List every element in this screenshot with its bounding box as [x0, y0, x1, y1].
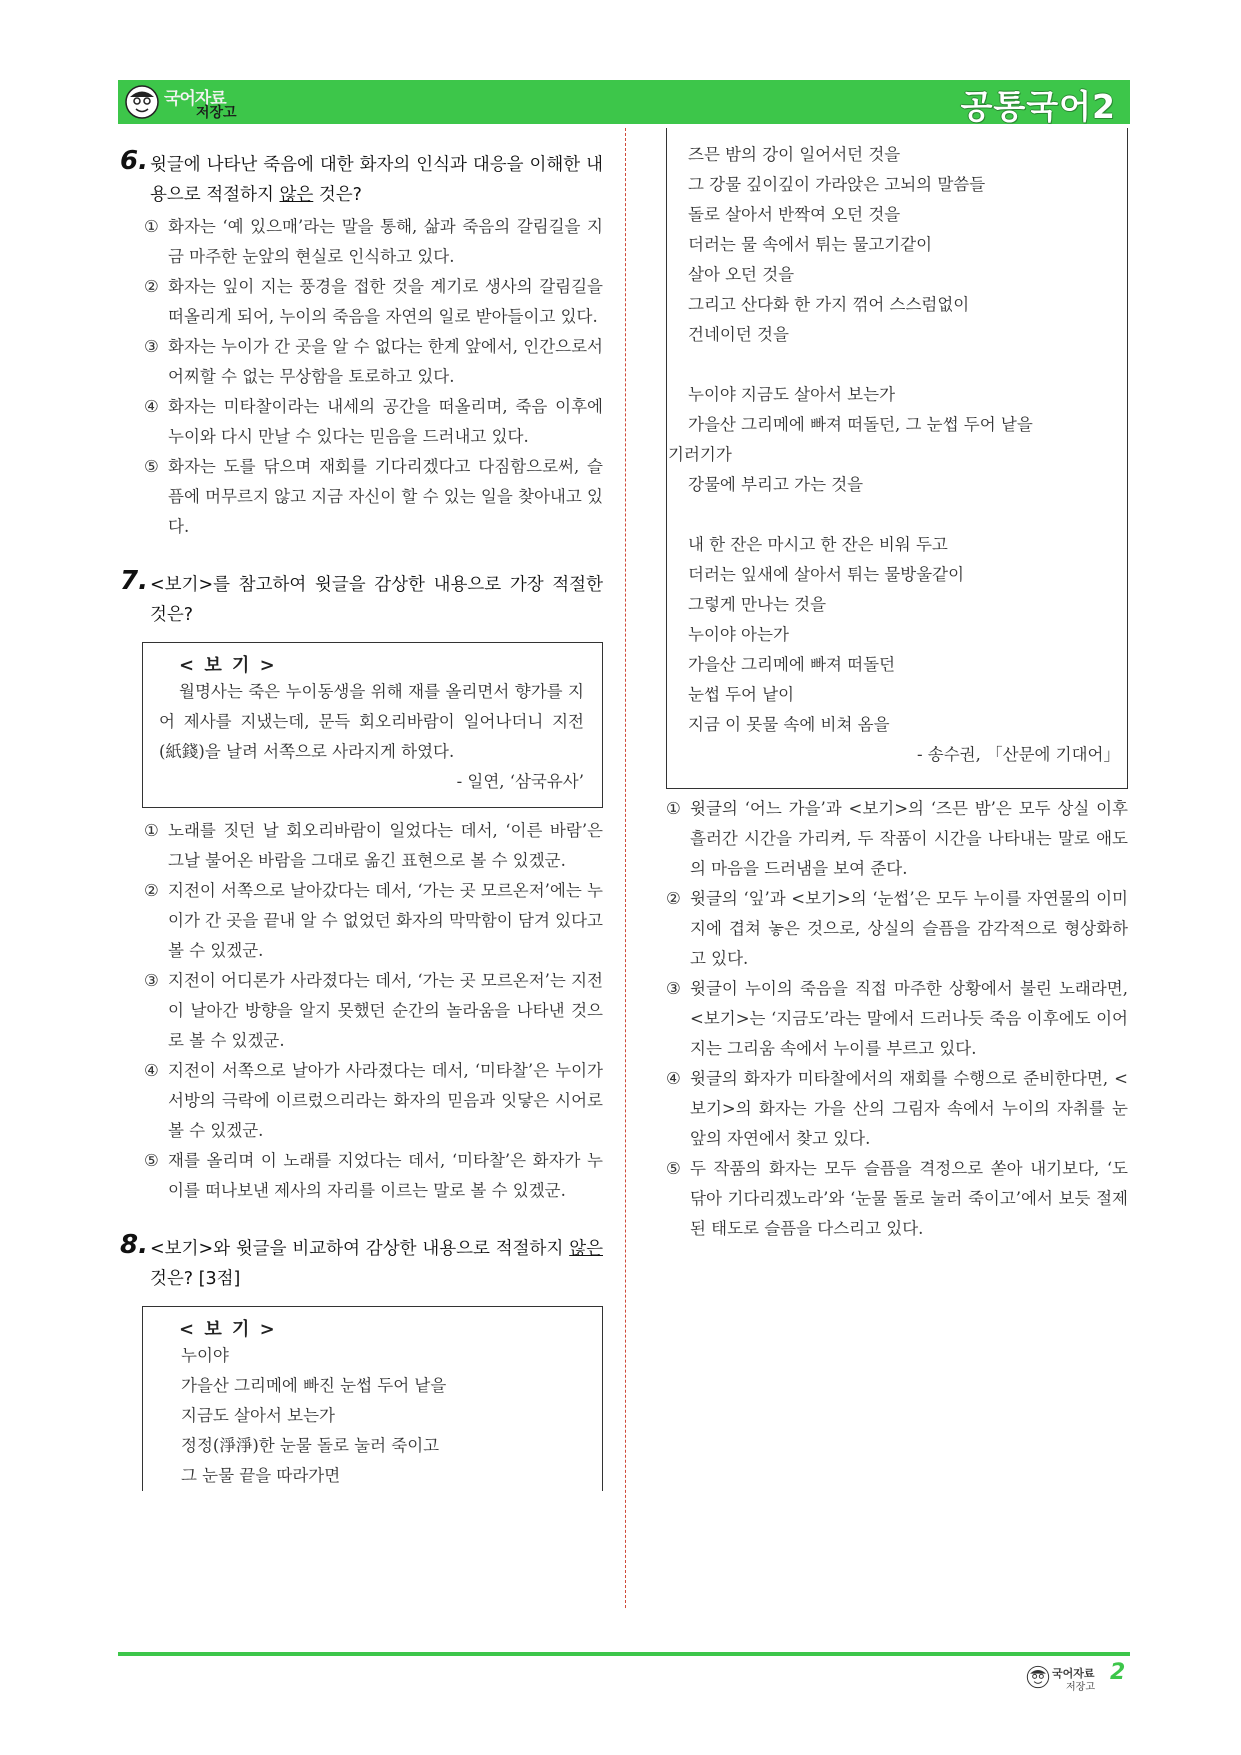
poem-line: 그리고 산다화 한 가지 꺾어 스스럼없이	[688, 295, 970, 314]
mascot-icon	[1026, 1665, 1050, 1689]
option-text: 화자는 누이가 간 곳을 알 수 없다는 한계 앞에서, 인간으로서 어찌할 수 없는 무상함을 토로하고 있다.	[168, 337, 603, 386]
question-6-options	[120, 212, 603, 542]
poem-line: 돌로 살아서 반짝여 오던 것을	[688, 205, 901, 224]
option-number: ⑤	[666, 1159, 681, 1178]
option-3[interactable]	[120, 332, 603, 392]
column-divider	[625, 128, 626, 1608]
question-number: 6.	[120, 146, 148, 176]
question-7-stem	[120, 566, 603, 630]
question-number: 7.	[120, 566, 148, 596]
option-text: 윗글의 ‘어느 가을’과 <보기>의 ‘즈믄 밤’은 모두 상실 이후 흘러간 시간을 가리켜, 두 작품이 시간을 나타내는 말로 애도의 마음을 드러냄을 보여 준다.	[690, 799, 1128, 878]
option-2[interactable]	[120, 272, 603, 332]
option-number: ③	[666, 979, 681, 998]
example-box-source: - 일연, ‘삼국유사’	[456, 772, 584, 791]
footer-logo-subtitle: 저장고	[1066, 1682, 1095, 1693]
subject-title: 공통국어2	[960, 87, 1116, 126]
option-2[interactable]	[666, 884, 1128, 974]
option-number: ①	[144, 821, 159, 840]
stem-underline: 않은	[279, 185, 314, 205]
option-5[interactable]	[120, 1146, 603, 1206]
option-3[interactable]	[666, 974, 1128, 1064]
poem-part-left	[181, 1341, 586, 1491]
poem-line: 그 강물 깊이깊이 가라앉은 고뇌의 말씀들	[688, 175, 986, 194]
page-number: 2	[1110, 1660, 1126, 1685]
footer-logo-title: 국어자료	[1052, 1667, 1095, 1680]
poem-line: 기러기가	[668, 445, 732, 464]
poem-line: 가을산 그리메에 빠져 떠돌던, 그 눈썹 두어 낱을	[688, 415, 1033, 434]
option-text: 윗글이 누이의 죽음을 직접 마주한 상황에서 불린 노래라면, <보기>는 ‘지금도’라는 말에서 드러나듯 죽음 이후에도 이어지는 그리움 속에서 누이를 부르고 있다.	[690, 979, 1128, 1058]
option-text: 윗글의 ‘잎’과 <보기>의 ‘눈썹’은 모두 누이를 자연물의 이미지에 겹쳐 놓은 것으로, 상실의 슬픔을 감각적으로 형상화하고 있다.	[690, 889, 1128, 968]
stem-text: 윗글에 나타난 죽음에 대한 화자의 인식과 대응을 이해한 내용으로 적절하지	[150, 155, 603, 205]
option-number: ②	[144, 277, 159, 296]
option-text: 노래를 짓던 날 회오리바람이 일었다는 데서, ‘이른 바람’은 그날 불어온 바람을 그대로 옮긴 표현으로 볼 수 있겠군.	[168, 821, 603, 870]
logo-subtitle: 저장고	[196, 105, 237, 121]
mascot-icon	[124, 84, 160, 120]
poem-line: 더러는 잎새에 살아서 튀는 물방울같이	[688, 565, 965, 584]
option-1[interactable]	[666, 794, 1128, 884]
footer-logo	[1026, 1665, 1108, 1691]
example-box-title: < 보 기 >	[179, 1319, 277, 1340]
poem-source: - 송수권, 「산문에 기대어」	[916, 745, 1120, 764]
option-text: 화자는 ‘예 있으매’라는 말을 통해, 삶과 죽음의 갈림길을 지금 마주한 눈앞의 현실로 인식하고 있다.	[168, 217, 603, 266]
poem-line: 누이야	[181, 1346, 229, 1365]
poem-line: 그렇게 만나는 것을	[688, 595, 827, 614]
option-text: 재를 올리며 이 노래를 지었다는 데서, ‘미타찰’은 화자가 누이를 떠나보낸 제사의 자리를 이르는 말로 볼 수 있겠군.	[168, 1151, 603, 1200]
option-text: 화자는 잎이 지는 풍경을 접한 것을 계기로 생사의 갈림길을 떠올리게 되어, 누이의 죽음을 자연의 일로 받아들이고 있다.	[168, 277, 603, 326]
example-box-8	[142, 1306, 603, 1491]
example-box-text: 월명사는 죽은 누이동생을 위해 재를 올리면서 향가를 지어 제사를 지냈는데, 문득 회오리바람이 일어나더니 지전(紙錢)을 날려 서쪽으로 사라지게 하였다.	[159, 682, 584, 761]
poem-line: 그 눈물 끝을 따라가면	[181, 1466, 341, 1485]
option-number: ③	[144, 337, 159, 356]
option-number: ①	[144, 217, 159, 236]
option-5[interactable]	[666, 1154, 1128, 1244]
option-text: 윗글의 화자가 미타찰에서의 재회를 수행으로 준비한다면, <보기>의 화자는 가을 산의 그림자 속에서 누이의 자취를 눈앞의 자연에서 찾고 있다.	[690, 1069, 1128, 1148]
poem-line: 더러는 물 속에서 튀는 물고기같이	[688, 235, 933, 254]
question-8-options	[666, 794, 1128, 1244]
option-number: ④	[666, 1069, 681, 1088]
poem-part-right	[668, 140, 1128, 770]
right-column	[666, 140, 1128, 1238]
option-1[interactable]	[120, 212, 603, 272]
header-bar	[118, 80, 1130, 124]
poem-line: 누이야 아는가	[688, 625, 789, 644]
stem-text-end: 것은?	[313, 185, 362, 205]
left-column	[120, 146, 603, 1491]
header-logo	[124, 84, 274, 120]
option-number: ⑤	[144, 1151, 159, 1170]
option-number: ⑤	[144, 457, 159, 476]
option-5[interactable]	[120, 452, 603, 542]
option-4[interactable]	[666, 1064, 1128, 1154]
option-text: 지전이 어디론가 사라졌다는 데서, ‘가는 곳 모르온저’는 지전이 날아간 방향을 알지 못했던 순간의 놀라움을 나타낸 것으로 볼 수 있겠군.	[168, 971, 603, 1050]
option-number: ②	[666, 889, 681, 908]
stem-underline: 않은	[569, 1239, 603, 1259]
option-number: ④	[144, 1061, 159, 1080]
option-4[interactable]	[120, 1056, 603, 1146]
poem-line: 누이야 지금도 살아서 보는가	[688, 385, 896, 404]
poem-line: 지금도 살아서 보는가	[181, 1406, 335, 1425]
stem-text: <보기>와 윗글을 비교하여 감상한 내용으로 적절하지	[150, 1239, 570, 1259]
poem-line: 내 한 잔은 마시고 한 잔은 비워 두고	[688, 535, 948, 554]
option-text: 화자는 미타찰이라는 내세의 공간을 떠올리며, 죽음 이후에 누이와 다시 만날 수 있다는 믿음을 드러내고 있다.	[168, 397, 603, 446]
example-box-7	[142, 642, 603, 808]
option-number: ②	[144, 881, 159, 900]
option-number: ③	[144, 971, 159, 990]
option-3[interactable]	[120, 966, 603, 1056]
option-text: 두 작품의 화자는 모두 슬픔을 격정으로 쏟아 내기보다, ‘도 닦아 기다리겠노라’와 ‘눈물 돌로 눌러 죽이고’에서 보듯 절제된 태도로 슬픔을 다스리고 있다.	[690, 1159, 1128, 1238]
example-box-title: < 보 기 >	[179, 655, 277, 676]
option-number: ④	[144, 397, 159, 416]
poem-line: 정정(淨淨)한 눈물 돌로 눌러 죽이고	[181, 1436, 440, 1455]
option-1[interactable]	[120, 816, 603, 876]
poem-line: 강물에 부리고 가는 것을	[688, 475, 864, 494]
stem-text: <보기>를 참고하여 윗글을 감상한 내용으로 가장 적절한 것은?	[150, 575, 603, 625]
poem-line: 즈믄 밤의 강이 일어서던 것을	[688, 145, 901, 164]
question-7-options	[120, 816, 603, 1206]
option-text: 지전이 서쪽으로 날아가 사라졌다는 데서, ‘미타찰’은 누이가 서방의 극락에 이르렀으리라는 화자의 믿음과 잇닿은 시어로 볼 수 있겠군.	[168, 1061, 603, 1140]
option-2[interactable]	[120, 876, 603, 966]
option-text: 화자는 도를 닦으며 재회를 기다리겠다고 다짐함으로써, 슬픔에 머무르지 않고 지금 자신이 할 수 있는 일을 찾아내고 있다.	[168, 457, 603, 536]
question-8-stem	[120, 1230, 603, 1294]
option-text: 지전이 서쪽으로 날아갔다는 데서, ‘가는 곳 모르온저’에는 누이가 간 곳을 끝내 알 수 없었던 화자의 막막함이 담겨 있다고 볼 수 있겠군.	[168, 881, 603, 960]
footer-line	[118, 1652, 1130, 1656]
option-number: ①	[666, 799, 681, 818]
poem-line: 가을산 그리메에 빠진 눈썹 두어 낱을	[181, 1376, 447, 1395]
logo-title: 국어자료	[164, 89, 226, 109]
poem-line: 건네이던 것을	[688, 325, 789, 344]
question-number: 8.	[120, 1230, 148, 1260]
poem-line: 살아 오던 것을	[688, 265, 795, 284]
poem-line: 지금 이 못물 속에 비쳐 옴을	[688, 715, 890, 734]
question-6-stem	[120, 146, 603, 210]
option-4[interactable]	[120, 392, 603, 452]
poem-line: 가을산 그리메에 빠져 떠돌던	[688, 655, 896, 674]
poem-line: 눈썹 두어 낱이	[688, 685, 795, 704]
stem-text-end: 것은? [3점]	[150, 1269, 241, 1289]
